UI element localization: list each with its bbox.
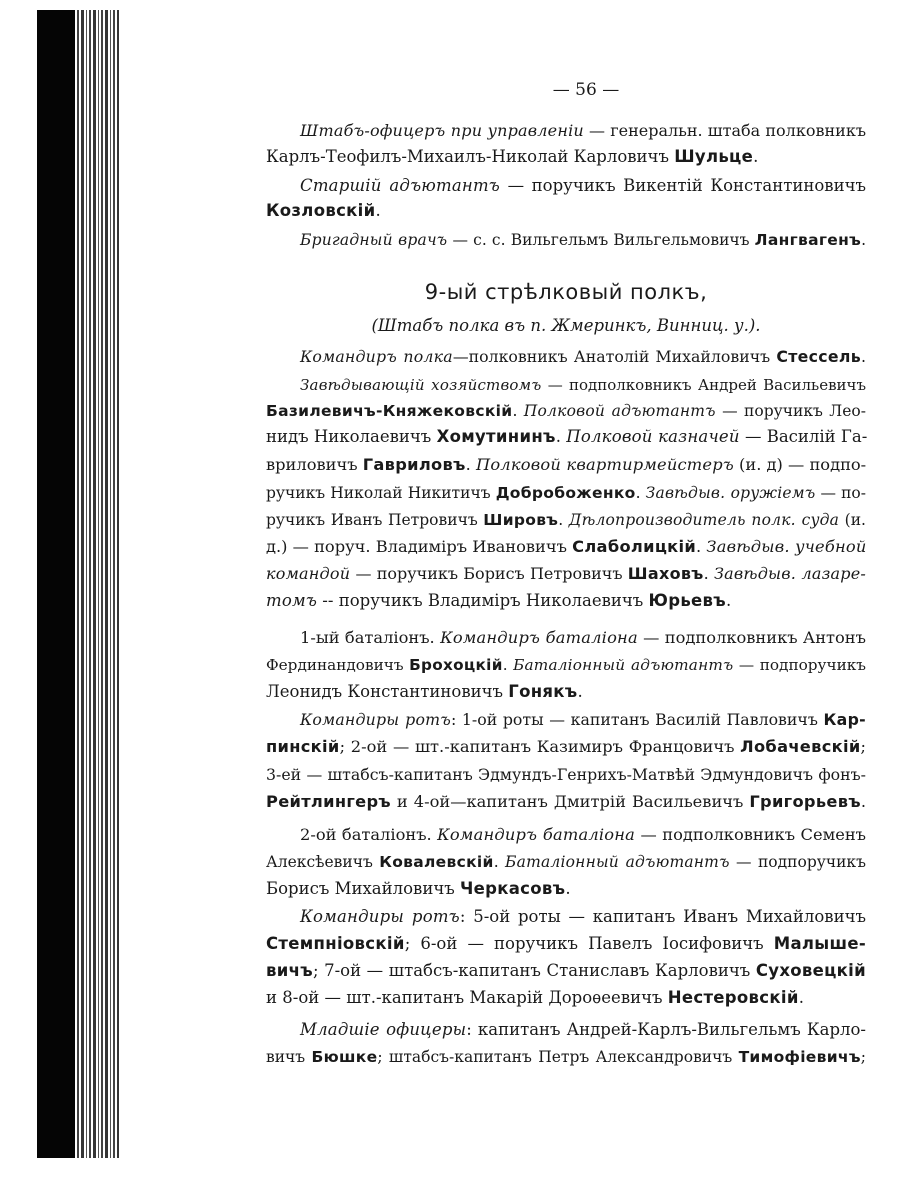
text: — поручикъ Борисъ Петровичъ: [350, 564, 628, 583]
text: -- поручикъ Владиміръ Николаевичъ: [317, 591, 649, 610]
text: — поручикъ Викентій Константиновичъ: [500, 176, 866, 195]
punct: .: [861, 231, 866, 249]
text: — поручикъ Лео-: [715, 402, 866, 420]
staff-line: томъ -- поручикъ Владиміръ Николаевичъ Юрьевъ.: [266, 591, 732, 610]
role-label: Командиры ротъ: [300, 907, 460, 926]
text: — подполковникъ Андрей Васильевичъ: [541, 376, 866, 394]
role-label: Завѣдыв. лазаре-: [713, 564, 867, 583]
text: ; 2-ой — шт.-капитанъ Казимиръ Францовичъ: [339, 737, 741, 756]
text: Леонидъ Константиновичъ: [266, 682, 509, 701]
staff-line: Базилевичъ-Княжековскій. Полковой адъютантъ — поручикъ Лео-: [266, 402, 866, 420]
surname: Бюшке: [311, 1048, 378, 1066]
text: д.) — поруч. Владиміръ Ивановичъ: [266, 537, 573, 556]
staff-line: ручикъ Николай Никитичъ Добробоженко. Завѣдыв. оружіемъ — по-: [266, 484, 866, 502]
surname: Нестеровскій: [667, 988, 799, 1007]
surname: Тимофіевичъ: [738, 1048, 861, 1066]
surname: Хомутининъ: [436, 427, 556, 446]
surname: Добробоженко: [495, 484, 636, 502]
companies-1-line: [300, 709, 866, 731]
role-label: Командиръ баталіона: [440, 628, 638, 647]
surname: Лобачевскій: [740, 737, 861, 756]
role-label: Старшій адъютантъ: [300, 176, 500, 195]
role-label: Дѣлопроизводитель полк. суда: [568, 511, 840, 529]
text: (и. д) — подпо-: [733, 455, 867, 474]
scan-binding-edge: [37, 10, 75, 1158]
text: ; 6-ой — поручикъ Павелъ Іосифовичъ: [404, 934, 774, 953]
surname: Юрьевъ: [648, 591, 726, 610]
punct: ;: [860, 1048, 867, 1066]
surname: Брохоцкій: [409, 656, 503, 674]
surname: Гонякъ: [508, 682, 578, 701]
text: (и.: [839, 511, 866, 529]
role-label: Бригадный врачъ: [300, 231, 448, 249]
section-subtitle: (Штабъ полка въ п. Жмеринкъ, Винниц. у.).: [371, 316, 761, 335]
text: и 8-ой — шт.-капитанъ Макарій Дороѳеевичъ: [266, 988, 668, 1007]
companies-1-line: Рейтлингеръ и 4-ой—капитанъ Дмитрій Васильевичъ Григорьевъ.: [266, 792, 866, 811]
role-label: Завѣдывающій хозяйствомъ: [300, 376, 542, 394]
text: —полковникъ Анатолій Михайловичъ: [452, 347, 777, 366]
role-label: Полковой квартирмейстеръ: [475, 455, 734, 474]
surname: Черкасовъ: [460, 879, 566, 898]
battalion-label: 1-ый баталіонъ.: [300, 628, 441, 647]
text: : 1-ой роты — капитанъ Василій Павловичъ: [450, 710, 824, 729]
text: — подпоручикъ: [729, 853, 866, 871]
surname: Ковалевскій: [379, 853, 494, 871]
staff-line: командой — поручикъ Борисъ Петровичъ Шаховъ. Завѣдыв. лазаре-: [266, 564, 867, 583]
staff-officer-line-2: [266, 146, 866, 168]
senior-adjutant-line: [300, 175, 866, 197]
companies-2-line: [266, 933, 866, 955]
section-heading: 9-ый стрѣлковый полкъ,: [424, 280, 708, 304]
staff-officer-line: [300, 120, 866, 142]
role-label: Командиры ротъ: [300, 710, 451, 729]
text: — Василій Га-: [739, 427, 868, 446]
text: — подполковникъ Семенъ: [635, 825, 866, 844]
surname: Стемпніовскій: [266, 934, 405, 953]
role-label: Завѣдыв. оружіемъ: [645, 484, 816, 502]
companies-2-line: [300, 906, 866, 928]
punct: .: [753, 147, 759, 166]
senior-adjutant-line-2: [266, 200, 866, 222]
page-number: — 56 —: [552, 80, 620, 100]
role-label: Младшіе офицеры: [300, 1020, 467, 1039]
text: : 5-ой роты — капитанъ Иванъ Михайловичъ: [459, 907, 867, 926]
text: Карлъ-Теофилъ-Михаилъ-Николай Карловичъ: [266, 147, 675, 166]
battalion-1-line: [300, 627, 866, 649]
role-label: Полковой адъютантъ: [523, 402, 716, 420]
text: нидъ Николаевичъ: [266, 427, 437, 446]
text: Фердинандовичъ: [266, 656, 410, 674]
companies-1-line: пинскій; 2-ой — шт.-капитанъ Казимиръ Францовичъ Лобачевскій;: [266, 737, 866, 756]
punct: .: [860, 347, 866, 366]
surname: Шаховъ: [627, 564, 704, 583]
text: Алексѣевичъ: [266, 853, 380, 871]
staff-line: [300, 374, 866, 396]
staff-line: д.) — поруч. Владиміръ Ивановичъ Слаболицкій. Завѣдыв. учебной: [266, 537, 867, 556]
text: вриловичъ: [266, 455, 363, 474]
battalion-2-line: Борисъ Михайловичъ Черкасовъ.: [266, 879, 571, 898]
surname: вичъ: [266, 961, 313, 980]
text: вичъ: [266, 1048, 312, 1066]
surname: Базилевичъ-Княжековскій: [266, 402, 513, 420]
companies-2-line: [266, 960, 866, 982]
surname: Суховецкій: [755, 961, 866, 980]
scan-binding-texture: [75, 10, 119, 1158]
role-label: командой: [266, 564, 351, 583]
battalion-2-line: [300, 824, 866, 846]
battalion-2-line: Алексѣевичъ Ковалевскій. Баталіонный адъютантъ — подпоручикъ: [266, 853, 866, 871]
surname: Григорьевъ: [749, 792, 861, 811]
surname: Гавриловъ: [362, 455, 466, 474]
role-label: Завѣдыв. учебной: [706, 537, 867, 556]
text: ручикъ Николай Никитичъ: [266, 484, 496, 502]
staff-line: вриловичъ Гавриловъ. Полковой квартирмейстеръ (и. д) — подпо-: [266, 455, 867, 474]
surname: Рейтлингеръ: [266, 792, 391, 811]
text: : капитанъ Андрей-Карлъ-Вильгельмъ Карло-: [466, 1020, 866, 1039]
text: — подпоручикъ: [733, 656, 867, 674]
role-label: Штабъ-офицеръ при управленіи: [300, 121, 584, 140]
companies-2-line: и 8-ой — шт.-капитанъ Макарій Дороѳеевичъ Нестеровскій.: [266, 988, 804, 1007]
text: Борисъ Михайловичъ: [266, 879, 460, 898]
battalion-1-line: Леонидъ Константиновичъ Гонякъ.: [266, 682, 583, 701]
punct: .: [375, 201, 381, 220]
surname: Шировъ: [483, 511, 559, 529]
text: и 4-ой—капитанъ Дмитрій Васильевичъ: [390, 792, 750, 811]
brigade-doctor-line: [300, 229, 866, 251]
surname: Козловскій: [266, 201, 376, 220]
role-label: Баталіонный адъютантъ: [513, 656, 734, 674]
role-label: Баталіонный адъютантъ: [505, 853, 730, 871]
surname: пинскій: [266, 737, 340, 756]
text: — с. с. Вильгельмъ Вильгельмовичъ: [447, 231, 755, 249]
text: ; 7-ой — штабсъ-капитанъ Станиславъ Карловичъ: [312, 961, 756, 980]
surname: Шульце: [674, 147, 754, 166]
role-label: Командиръ полка: [300, 347, 453, 366]
commander-line: [300, 346, 866, 368]
role-label: Полковой казначей: [566, 427, 740, 446]
battalion-1-line: Фердинандовичъ Брохоцкій. Баталіонный адъютантъ — подпоручикъ: [266, 656, 867, 674]
text: — по-: [815, 484, 866, 502]
text: — подполковникъ Антонъ: [637, 628, 866, 647]
surname: Малыше-: [773, 934, 866, 953]
staff-line: ручикъ Иванъ Петровичъ Шировъ. Дѣлопроизводитель полк. суда (и.: [266, 511, 866, 529]
companies-1-line: [266, 764, 866, 786]
text: 3-ей — штабсъ-капитанъ Эдмундъ-Генрихъ-Матвѣй Эдмундовичъ фонъ-: [266, 765, 866, 784]
text: ; штабсъ-капитанъ Петръ Александровичъ: [377, 1048, 739, 1066]
junior-officers-line: [300, 1019, 866, 1041]
battalion-label: 2-ой баталіонъ.: [300, 825, 438, 844]
role-label: Командиръ баталіона: [437, 825, 636, 844]
text: — генеральн. штаба полковникъ: [583, 121, 866, 140]
junior-officers-line: [266, 1046, 866, 1068]
surname: Слаболицкій: [572, 537, 697, 556]
role-label: томъ: [266, 591, 318, 610]
text: ручикъ Иванъ Петровичъ: [266, 511, 484, 529]
surname: Кар-: [823, 710, 866, 729]
surname: Лангвагенъ: [754, 231, 862, 249]
staff-line: нидъ Николаевичъ Хомутининъ. Полковой казначей — Василій Га-: [266, 427, 868, 446]
surname: Стессель: [776, 347, 861, 366]
